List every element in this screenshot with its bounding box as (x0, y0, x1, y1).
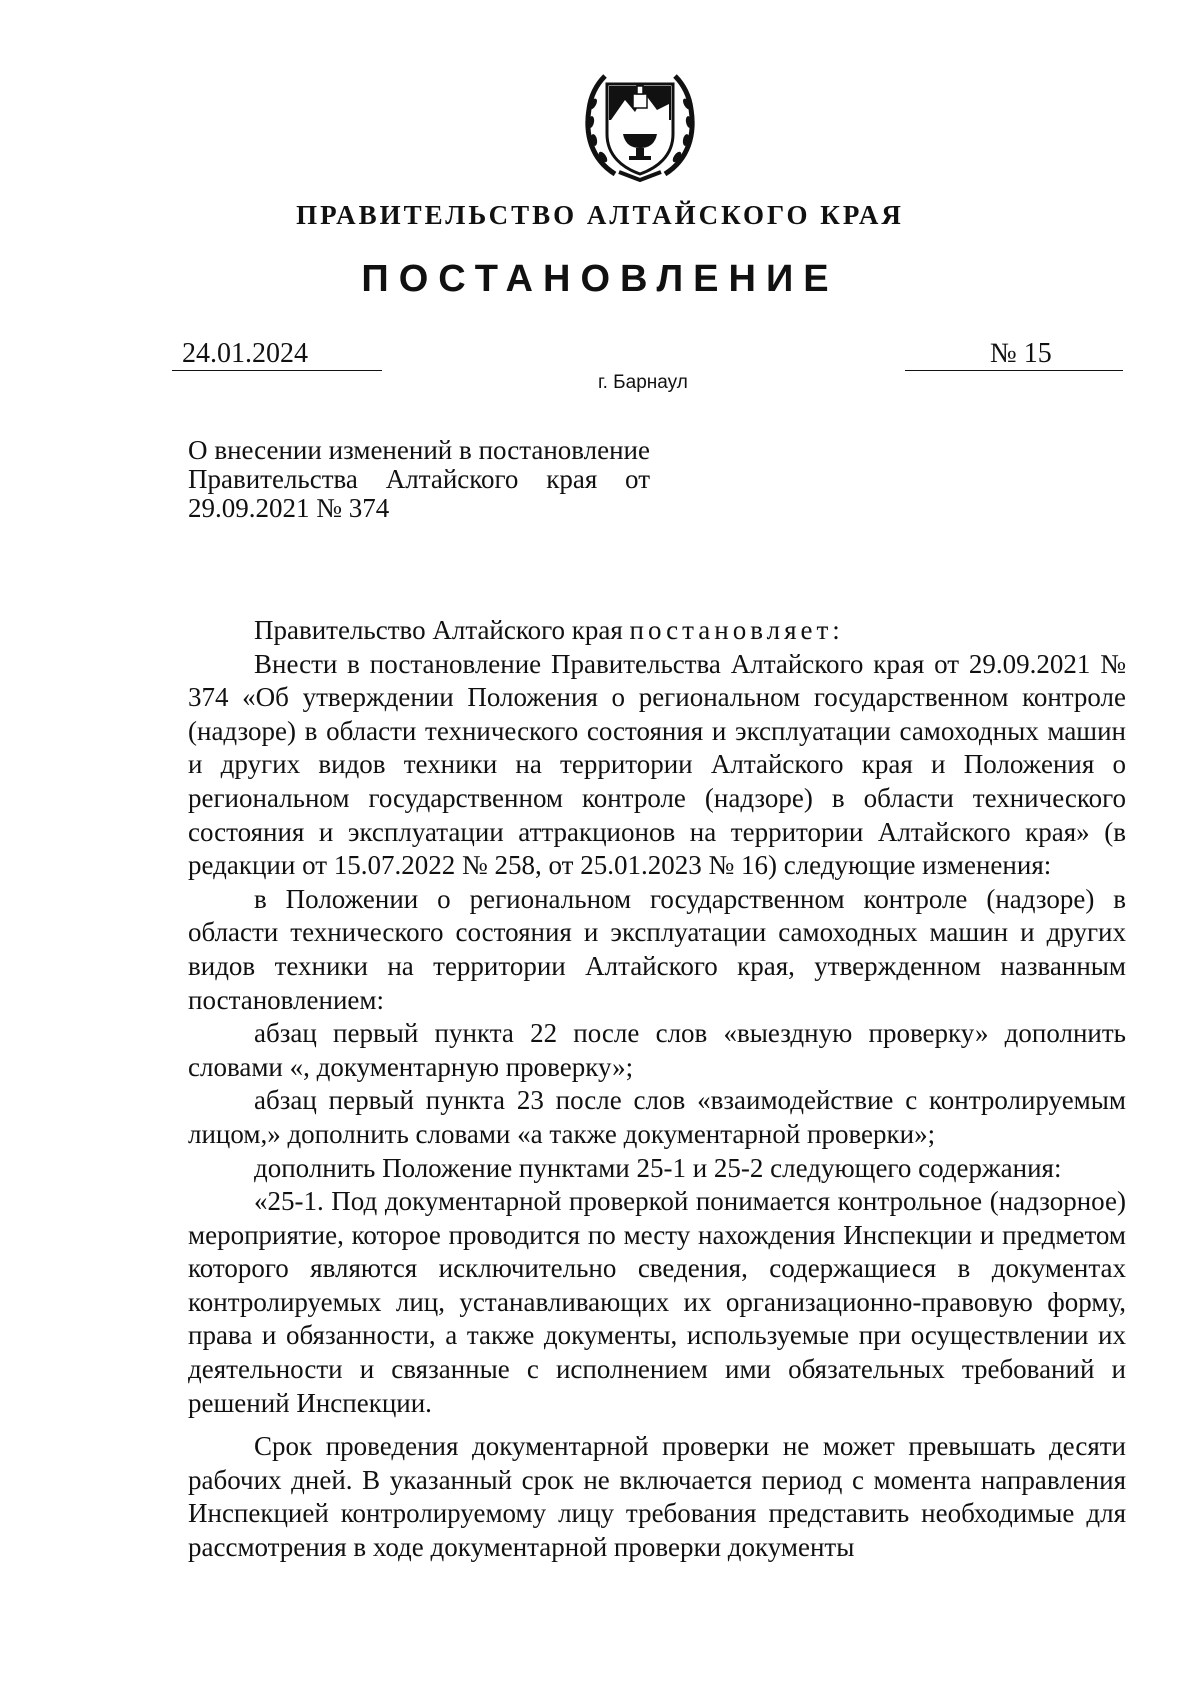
coat-of-arms-emblem (585, 64, 695, 184)
resolves-prefix: Правительство Алтайского края (254, 615, 630, 645)
document-type: ПОСТАНОВЛЕНИЕ (361, 258, 839, 300)
document-number: № 15 (990, 338, 1052, 369)
date-underline (172, 370, 382, 371)
resolves-word: постановляет: (629, 615, 844, 645)
body-paragraph: Срок проведения документарной проверки не может превышать десяти рабочих дней. В указанный срок не включается период с момента направления Инспекцией контролируемому лицу требования представить необходимые для рассмотрения в ходе документарной проверки документы (188, 1431, 1126, 1563)
government-name: ПРАВИТЕЛЬСТВО АЛТАЙСКОГО КРАЯ (296, 200, 904, 230)
city-name: г. Барнаул (598, 372, 688, 393)
body-paragraph: дополнить Положение пунктами 25-1 и 25-2 следующего содержания: (254, 1152, 1062, 1183)
body-paragraph: абзац первый пункта 23 после слов «взаимодействие с контролируемым лицом,» дополнить словами «а также документарной проверки»; (188, 1085, 1126, 1149)
document-date: 24.01.2024 (182, 338, 308, 369)
body-paragraph: Внести в постановление Правительства Алтайского края от 29.09.2021 № 374 «Об утверждении Положения о региональном государственном контроле (надзоре) в области технического состояния и эксплуатации самоходных машин и других видов техники на территории Алтайского края и Положения о региональном государственном контроле (надзоре) в области технического состояния и эксплуатации аттракционов на территории Алтайского края» (в редакции от 15.07.2022 № 258, от 25.01.2023 № 16) следующие изменения: (188, 648, 1126, 881)
body-paragraph: «25-1. Под документарной проверкой понимается контрольное (надзорное) мероприятие, которое проводится по месту нахождения Инспекции и предметом которого являются исключительно сведения, содержащиеся в документах контролируемых лиц, устанавливающих их организационно-правовую форму, права и обязанности, а также документы, используемые при осуществлении их деятельности и связанные с исполнением ими обязательных требований и решений Инспекции. (188, 1186, 1126, 1418)
number-underline (905, 370, 1123, 371)
document-subject: О внесении изменений в постановление Правительства Алтайского края от 29.09.2021 № 374 (188, 435, 650, 523)
document-body (188, 614, 1126, 1565)
resolves-paragraph (188, 614, 1126, 648)
body-paragraph: абзац первый пункта 22 после слов «выездную проверку» дополнить словами «, документарную проверку»; (188, 1018, 1126, 1082)
body-paragraph: в Положении о региональном государственном контроле (надзоре) в области технического состояния и эксплуатации самоходных машин и других видов техники на территории Алтайского края, утвержденном названным постановлением: (188, 883, 1126, 1015)
